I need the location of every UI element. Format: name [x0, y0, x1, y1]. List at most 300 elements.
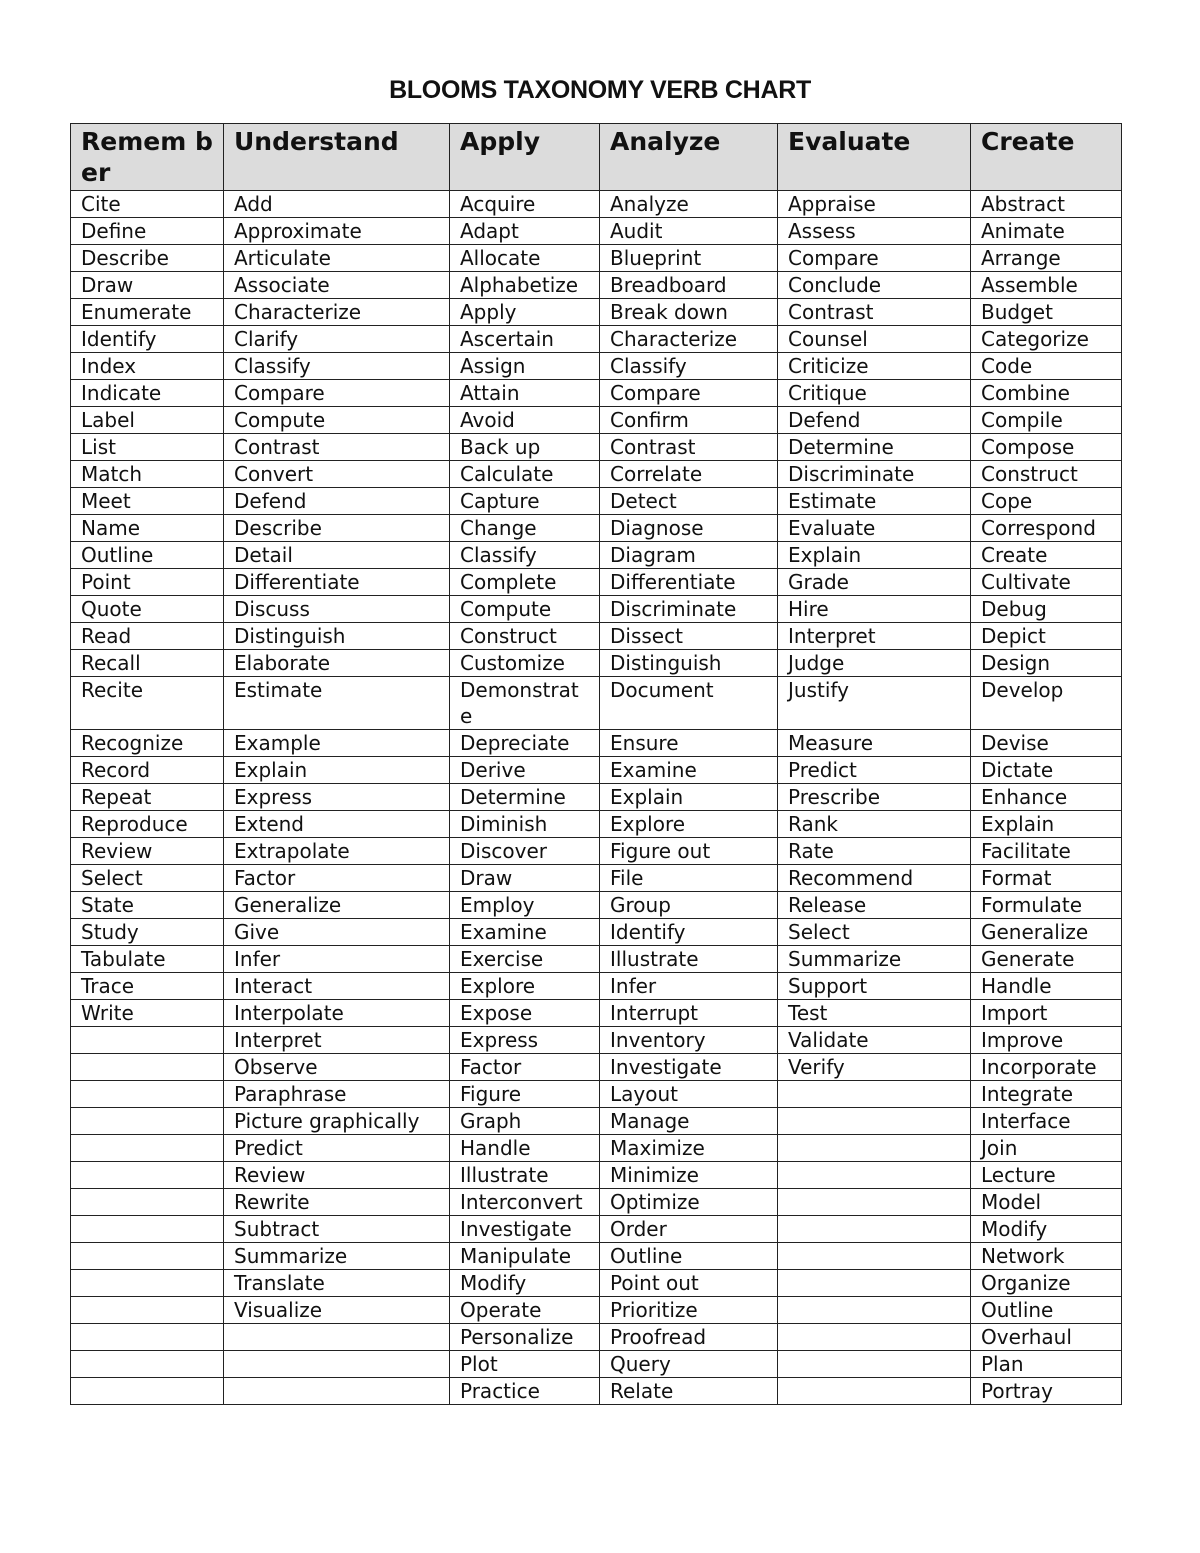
verb-cell-create: Network: [971, 1243, 1122, 1270]
verb-cell-understand: Elaborate: [224, 650, 450, 677]
verb-cell-analyze: Investigate: [600, 1054, 778, 1081]
table-row: [71, 865, 1122, 892]
verb-cell-apply: Demonstrat e: [450, 677, 600, 730]
verb-cell-analyze: Diagram: [600, 542, 778, 569]
verb-cell-evaluate: Summarize: [778, 946, 971, 973]
table-row: [71, 407, 1122, 434]
verb-cell-apply: Back up: [450, 434, 600, 461]
header-understand: Understand: [224, 124, 450, 191]
verb-cell-remember: Define: [71, 218, 224, 245]
verb-cell-remember: [71, 1378, 224, 1405]
verb-cell-apply: Interconvert: [450, 1189, 600, 1216]
verb-cell-analyze: Document: [600, 677, 778, 730]
table-row: [71, 946, 1122, 973]
table-row: [71, 380, 1122, 407]
verb-cell-evaluate: [778, 1297, 971, 1324]
verb-cell-apply: Calculate: [450, 461, 600, 488]
table-row: [71, 1243, 1122, 1270]
verb-cell-apply: Allocate: [450, 245, 600, 272]
verb-cell-understand: Example: [224, 730, 450, 757]
verb-cell-understand: Approximate: [224, 218, 450, 245]
verb-cell-remember: Enumerate: [71, 299, 224, 326]
verb-cell-apply: Manipulate: [450, 1243, 600, 1270]
verb-cell-evaluate: Criticize: [778, 353, 971, 380]
table-row: [71, 1189, 1122, 1216]
verb-cell-apply: Discover: [450, 838, 600, 865]
verb-cell-apply: Express: [450, 1027, 600, 1054]
verb-cell-understand: Articulate: [224, 245, 450, 272]
verb-cell-understand: [224, 1378, 450, 1405]
verb-cell-apply: Change: [450, 515, 600, 542]
verb-cell-analyze: Contrast: [600, 434, 778, 461]
table-row: [71, 542, 1122, 569]
verb-cell-create: Cultivate: [971, 569, 1122, 596]
verb-cell-apply: Examine: [450, 919, 600, 946]
verb-cell-understand: Interpolate: [224, 1000, 450, 1027]
verb-cell-apply: Expose: [450, 1000, 600, 1027]
verb-cell-apply: Depreciate: [450, 730, 600, 757]
table-row: [71, 191, 1122, 218]
verb-cell-analyze: Illustrate: [600, 946, 778, 973]
verb-cell-evaluate: Verify: [778, 1054, 971, 1081]
verb-cell-evaluate: Discriminate: [778, 461, 971, 488]
table-row: [71, 1297, 1122, 1324]
verb-cell-evaluate: Rate: [778, 838, 971, 865]
verb-cell-analyze: Explore: [600, 811, 778, 838]
verb-cell-remember: [71, 1297, 224, 1324]
verb-cell-remember: [71, 1189, 224, 1216]
verb-cell-understand: Convert: [224, 461, 450, 488]
verb-cell-evaluate: Contrast: [778, 299, 971, 326]
verb-cell-analyze: Compare: [600, 380, 778, 407]
verb-cell-create: Compile: [971, 407, 1122, 434]
verb-cell-apply: Construct: [450, 623, 600, 650]
verb-cell-analyze: Blueprint: [600, 245, 778, 272]
verb-cell-understand: Subtract: [224, 1216, 450, 1243]
verb-cell-apply: Figure: [450, 1081, 600, 1108]
verb-cell-remember: Quote: [71, 596, 224, 623]
verb-cell-create: Organize: [971, 1270, 1122, 1297]
verb-cell-create: Integrate: [971, 1081, 1122, 1108]
verb-cell-analyze: Characterize: [600, 326, 778, 353]
verb-cell-understand: Classify: [224, 353, 450, 380]
verb-cell-evaluate: Select: [778, 919, 971, 946]
verb-cell-apply: Plot: [450, 1351, 600, 1378]
verb-cell-understand: Explain: [224, 757, 450, 784]
verb-cell-remember: Recite: [71, 677, 224, 730]
verb-cell-remember: Describe: [71, 245, 224, 272]
header-evaluate: Evaluate: [778, 124, 971, 191]
verb-cell-apply: Alphabetize: [450, 272, 600, 299]
verb-cell-understand: [224, 1324, 450, 1351]
verb-cell-understand: Characterize: [224, 299, 450, 326]
table-row: [71, 461, 1122, 488]
verb-cell-analyze: Ensure: [600, 730, 778, 757]
verb-cell-analyze: Proofread: [600, 1324, 778, 1351]
verb-cell-evaluate: [778, 1189, 971, 1216]
verb-cell-create: Budget: [971, 299, 1122, 326]
verb-cell-analyze: Outline: [600, 1243, 778, 1270]
verb-cell-evaluate: Critique: [778, 380, 971, 407]
verb-cell-create: Facilitate: [971, 838, 1122, 865]
table-row: [71, 784, 1122, 811]
verb-cell-create: Portray: [971, 1378, 1122, 1405]
verb-cell-evaluate: Release: [778, 892, 971, 919]
verb-cell-remember: Tabulate: [71, 946, 224, 973]
verb-cell-create: Develop: [971, 677, 1122, 730]
table-row: [71, 677, 1122, 730]
verb-cell-apply: Employ: [450, 892, 600, 919]
verb-cell-evaluate: Justify: [778, 677, 971, 730]
verb-cell-understand: Observe: [224, 1054, 450, 1081]
verb-cell-remember: Recall: [71, 650, 224, 677]
verb-cell-evaluate: [778, 1243, 971, 1270]
verb-cell-remember: [71, 1324, 224, 1351]
verb-cell-remember: Index: [71, 353, 224, 380]
verb-table: [70, 123, 1122, 1405]
header-row: [71, 124, 1122, 191]
verb-cell-understand: Differentiate: [224, 569, 450, 596]
verb-cell-create: Arrange: [971, 245, 1122, 272]
verb-cell-analyze: File: [600, 865, 778, 892]
table-row: [71, 488, 1122, 515]
verb-cell-evaluate: Explain: [778, 542, 971, 569]
verb-cell-understand: Associate: [224, 272, 450, 299]
verb-cell-create: Cope: [971, 488, 1122, 515]
verb-cell-analyze: Figure out: [600, 838, 778, 865]
verb-cell-create: Generalize: [971, 919, 1122, 946]
table-row: [71, 299, 1122, 326]
verb-cell-remember: State: [71, 892, 224, 919]
verb-cell-analyze: Query: [600, 1351, 778, 1378]
verb-cell-understand: Clarify: [224, 326, 450, 353]
verb-cell-remember: Review: [71, 838, 224, 865]
verb-cell-analyze: Analyze: [600, 191, 778, 218]
verb-cell-apply: Exercise: [450, 946, 600, 973]
verb-cell-remember: Identify: [71, 326, 224, 353]
verb-cell-analyze: Order: [600, 1216, 778, 1243]
verb-cell-remember: Cite: [71, 191, 224, 218]
verb-cell-create: Dictate: [971, 757, 1122, 784]
verb-cell-remember: [71, 1135, 224, 1162]
verb-cell-analyze: Examine: [600, 757, 778, 784]
verb-cell-apply: Compute: [450, 596, 600, 623]
table-row: [71, 730, 1122, 757]
verb-cell-create: Model: [971, 1189, 1122, 1216]
verb-cell-apply: Avoid: [450, 407, 600, 434]
table-row: [71, 515, 1122, 542]
verb-cell-evaluate: [778, 1351, 971, 1378]
verb-cell-evaluate: Compare: [778, 245, 971, 272]
verb-cell-analyze: Minimize: [600, 1162, 778, 1189]
verb-cell-understand: Factor: [224, 865, 450, 892]
table-row: [71, 272, 1122, 299]
verb-cell-apply: Illustrate: [450, 1162, 600, 1189]
verb-cell-understand: Express: [224, 784, 450, 811]
table-row: [71, 1162, 1122, 1189]
verb-cell-analyze: Manage: [600, 1108, 778, 1135]
verb-cell-evaluate: Counsel: [778, 326, 971, 353]
verb-cell-create: Overhaul: [971, 1324, 1122, 1351]
verb-cell-analyze: Prioritize: [600, 1297, 778, 1324]
verb-cell-create: Explain: [971, 811, 1122, 838]
verb-cell-analyze: Detect: [600, 488, 778, 515]
verb-cell-understand: Compare: [224, 380, 450, 407]
verb-cell-understand: Rewrite: [224, 1189, 450, 1216]
verb-cell-remember: [71, 1216, 224, 1243]
verb-cell-apply: Operate: [450, 1297, 600, 1324]
verb-cell-create: Correspond: [971, 515, 1122, 542]
verb-cell-create: Lecture: [971, 1162, 1122, 1189]
verb-cell-analyze: Layout: [600, 1081, 778, 1108]
verb-cell-evaluate: Determine: [778, 434, 971, 461]
verb-cell-remember: Indicate: [71, 380, 224, 407]
verb-cell-apply: Ascertain: [450, 326, 600, 353]
verb-cell-evaluate: Judge: [778, 650, 971, 677]
verb-cell-create: Categorize: [971, 326, 1122, 353]
verb-cell-understand: Contrast: [224, 434, 450, 461]
verb-cell-evaluate: [778, 1081, 971, 1108]
verb-cell-understand: Detail: [224, 542, 450, 569]
verb-cell-remember: [71, 1162, 224, 1189]
table-row: [71, 1027, 1122, 1054]
verb-cell-analyze: Group: [600, 892, 778, 919]
table-row: [71, 623, 1122, 650]
verb-cell-remember: [71, 1054, 224, 1081]
verb-cell-remember: List: [71, 434, 224, 461]
table-row: [71, 1270, 1122, 1297]
verb-cell-evaluate: Estimate: [778, 488, 971, 515]
table-row: [71, 838, 1122, 865]
verb-cell-create: Design: [971, 650, 1122, 677]
verb-cell-understand: Estimate: [224, 677, 450, 730]
verb-cell-understand: Distinguish: [224, 623, 450, 650]
verb-cell-remember: Match: [71, 461, 224, 488]
verb-cell-understand: Extend: [224, 811, 450, 838]
verb-cell-evaluate: Predict: [778, 757, 971, 784]
verb-cell-analyze: Classify: [600, 353, 778, 380]
verb-cell-apply: Capture: [450, 488, 600, 515]
verb-cell-remember: Write: [71, 1000, 224, 1027]
verb-cell-understand: [224, 1351, 450, 1378]
table-row: [71, 1081, 1122, 1108]
verb-cell-apply: Explore: [450, 973, 600, 1000]
verb-cell-understand: Visualize: [224, 1297, 450, 1324]
verb-cell-apply: Complete: [450, 569, 600, 596]
verb-cell-analyze: Maximize: [600, 1135, 778, 1162]
verb-cell-evaluate: Conclude: [778, 272, 971, 299]
table-row: [71, 1216, 1122, 1243]
verb-cell-evaluate: Assess: [778, 218, 971, 245]
verb-cell-create: Animate: [971, 218, 1122, 245]
verb-cell-create: Depict: [971, 623, 1122, 650]
verb-cell-analyze: Breadboard: [600, 272, 778, 299]
verb-cell-create: Create: [971, 542, 1122, 569]
verb-cell-create: Join: [971, 1135, 1122, 1162]
verb-cell-analyze: Break down: [600, 299, 778, 326]
verb-cell-apply: Practice: [450, 1378, 600, 1405]
verb-cell-create: Debug: [971, 596, 1122, 623]
verb-cell-evaluate: [778, 1162, 971, 1189]
table-row: [71, 919, 1122, 946]
verb-cell-apply: Acquire: [450, 191, 600, 218]
verb-cell-understand: Give: [224, 919, 450, 946]
verb-cell-evaluate: Interpret: [778, 623, 971, 650]
verb-cell-remember: [71, 1108, 224, 1135]
verb-cell-understand: Add: [224, 191, 450, 218]
table-row: [71, 1000, 1122, 1027]
verb-cell-understand: Interact: [224, 973, 450, 1000]
verb-cell-remember: Name: [71, 515, 224, 542]
verb-cell-remember: Draw: [71, 272, 224, 299]
verb-cell-apply: Derive: [450, 757, 600, 784]
verb-cell-analyze: Audit: [600, 218, 778, 245]
verb-cell-apply: Handle: [450, 1135, 600, 1162]
verb-cell-create: Modify: [971, 1216, 1122, 1243]
verb-cell-evaluate: Rank: [778, 811, 971, 838]
verb-cell-create: Devise: [971, 730, 1122, 757]
verb-cell-remember: Repeat: [71, 784, 224, 811]
verb-cell-remember: Select: [71, 865, 224, 892]
verb-cell-understand: Extrapolate: [224, 838, 450, 865]
verb-cell-apply: Draw: [450, 865, 600, 892]
verb-cell-evaluate: [778, 1324, 971, 1351]
verb-cell-remember: Reproduce: [71, 811, 224, 838]
verb-cell-remember: [71, 1351, 224, 1378]
table-row: [71, 1054, 1122, 1081]
verb-cell-understand: Describe: [224, 515, 450, 542]
verb-cell-understand: Infer: [224, 946, 450, 973]
verb-cell-understand: Review: [224, 1162, 450, 1189]
table-row: [71, 1324, 1122, 1351]
verb-cell-remember: Outline: [71, 542, 224, 569]
verb-cell-apply: Classify: [450, 542, 600, 569]
verb-cell-understand: Predict: [224, 1135, 450, 1162]
verb-cell-remember: Meet: [71, 488, 224, 515]
verb-cell-create: Generate: [971, 946, 1122, 973]
verb-cell-analyze: Correlate: [600, 461, 778, 488]
verb-cell-evaluate: [778, 1270, 971, 1297]
table-row: [71, 1351, 1122, 1378]
verb-cell-analyze: Explain: [600, 784, 778, 811]
verb-cell-evaluate: Support: [778, 973, 971, 1000]
table-row: [71, 892, 1122, 919]
verb-cell-understand: Picture graphically: [224, 1108, 450, 1135]
verb-cell-create: Code: [971, 353, 1122, 380]
verb-cell-create: Format: [971, 865, 1122, 892]
verb-cell-remember: [71, 1081, 224, 1108]
verb-cell-analyze: Distinguish: [600, 650, 778, 677]
table-row: [71, 1108, 1122, 1135]
table-row: [71, 569, 1122, 596]
verb-cell-create: Improve: [971, 1027, 1122, 1054]
verb-cell-create: Abstract: [971, 191, 1122, 218]
verb-cell-evaluate: Recommend: [778, 865, 971, 892]
page-title: BLOOMS TAXONOMY VERB CHART: [389, 76, 811, 104]
verb-cell-create: Formulate: [971, 892, 1122, 919]
verb-cell-understand: Paraphrase: [224, 1081, 450, 1108]
verb-cell-create: Compose: [971, 434, 1122, 461]
verb-cell-analyze: Discriminate: [600, 596, 778, 623]
verb-cell-remember: Label: [71, 407, 224, 434]
header-create: Create: [971, 124, 1122, 191]
verb-cell-analyze: Point out: [600, 1270, 778, 1297]
verb-cell-remember: [71, 1027, 224, 1054]
verb-cell-create: Combine: [971, 380, 1122, 407]
verb-cell-evaluate: [778, 1135, 971, 1162]
verb-cell-evaluate: Grade: [778, 569, 971, 596]
verb-cell-understand: Discuss: [224, 596, 450, 623]
verb-cell-remember: Point: [71, 569, 224, 596]
verb-cell-remember: Record: [71, 757, 224, 784]
verb-cell-analyze: Differentiate: [600, 569, 778, 596]
verb-cell-apply: Adapt: [450, 218, 600, 245]
verb-cell-create: Import: [971, 1000, 1122, 1027]
table-row: [71, 596, 1122, 623]
header-analyze: Analyze: [600, 124, 778, 191]
verb-cell-analyze: Diagnose: [600, 515, 778, 542]
verb-cell-analyze: Dissect: [600, 623, 778, 650]
verb-cell-apply: Factor: [450, 1054, 600, 1081]
verb-cell-remember: Trace: [71, 973, 224, 1000]
verb-cell-analyze: Confirm: [600, 407, 778, 434]
verb-cell-apply: Assign: [450, 353, 600, 380]
verb-cell-apply: Customize: [450, 650, 600, 677]
verb-cell-understand: Defend: [224, 488, 450, 515]
verb-cell-analyze: Identify: [600, 919, 778, 946]
verb-cell-create: Plan: [971, 1351, 1122, 1378]
table-row: [71, 1378, 1122, 1405]
verb-cell-apply: Diminish: [450, 811, 600, 838]
verb-cell-analyze: Infer: [600, 973, 778, 1000]
verb-cell-understand: Generalize: [224, 892, 450, 919]
verb-cell-apply: Graph: [450, 1108, 600, 1135]
verb-cell-create: Outline: [971, 1297, 1122, 1324]
verb-cell-apply: Attain: [450, 380, 600, 407]
verb-cell-apply: Personalize: [450, 1324, 600, 1351]
verb-cell-remember: [71, 1243, 224, 1270]
table-row: [71, 1135, 1122, 1162]
verb-cell-remember: Read: [71, 623, 224, 650]
verb-cell-understand: Translate: [224, 1270, 450, 1297]
table-row: [71, 353, 1122, 380]
verb-table-body: [71, 191, 1122, 1405]
verb-cell-analyze: Optimize: [600, 1189, 778, 1216]
table-row: [71, 326, 1122, 353]
verb-cell-understand: Summarize: [224, 1243, 450, 1270]
header-remember: Remem ber: [71, 124, 224, 191]
verb-cell-create: Assemble: [971, 272, 1122, 299]
header-apply: Apply: [450, 124, 600, 191]
verb-cell-create: Incorporate: [971, 1054, 1122, 1081]
verb-cell-evaluate: [778, 1378, 971, 1405]
table-row: [71, 973, 1122, 1000]
verb-cell-apply: Investigate: [450, 1216, 600, 1243]
verb-cell-evaluate: Evaluate: [778, 515, 971, 542]
verb-cell-evaluate: Validate: [778, 1027, 971, 1054]
verb-cell-apply: Determine: [450, 784, 600, 811]
verb-cell-understand: Compute: [224, 407, 450, 434]
verb-cell-evaluate: [778, 1108, 971, 1135]
table-row: [71, 757, 1122, 784]
verb-cell-create: Interface: [971, 1108, 1122, 1135]
table-row: [71, 245, 1122, 272]
table-row: [71, 811, 1122, 838]
verb-cell-analyze: Inventory: [600, 1027, 778, 1054]
verb-cell-evaluate: [778, 1216, 971, 1243]
verb-cell-remember: [71, 1270, 224, 1297]
verb-cell-remember: Recognize: [71, 730, 224, 757]
